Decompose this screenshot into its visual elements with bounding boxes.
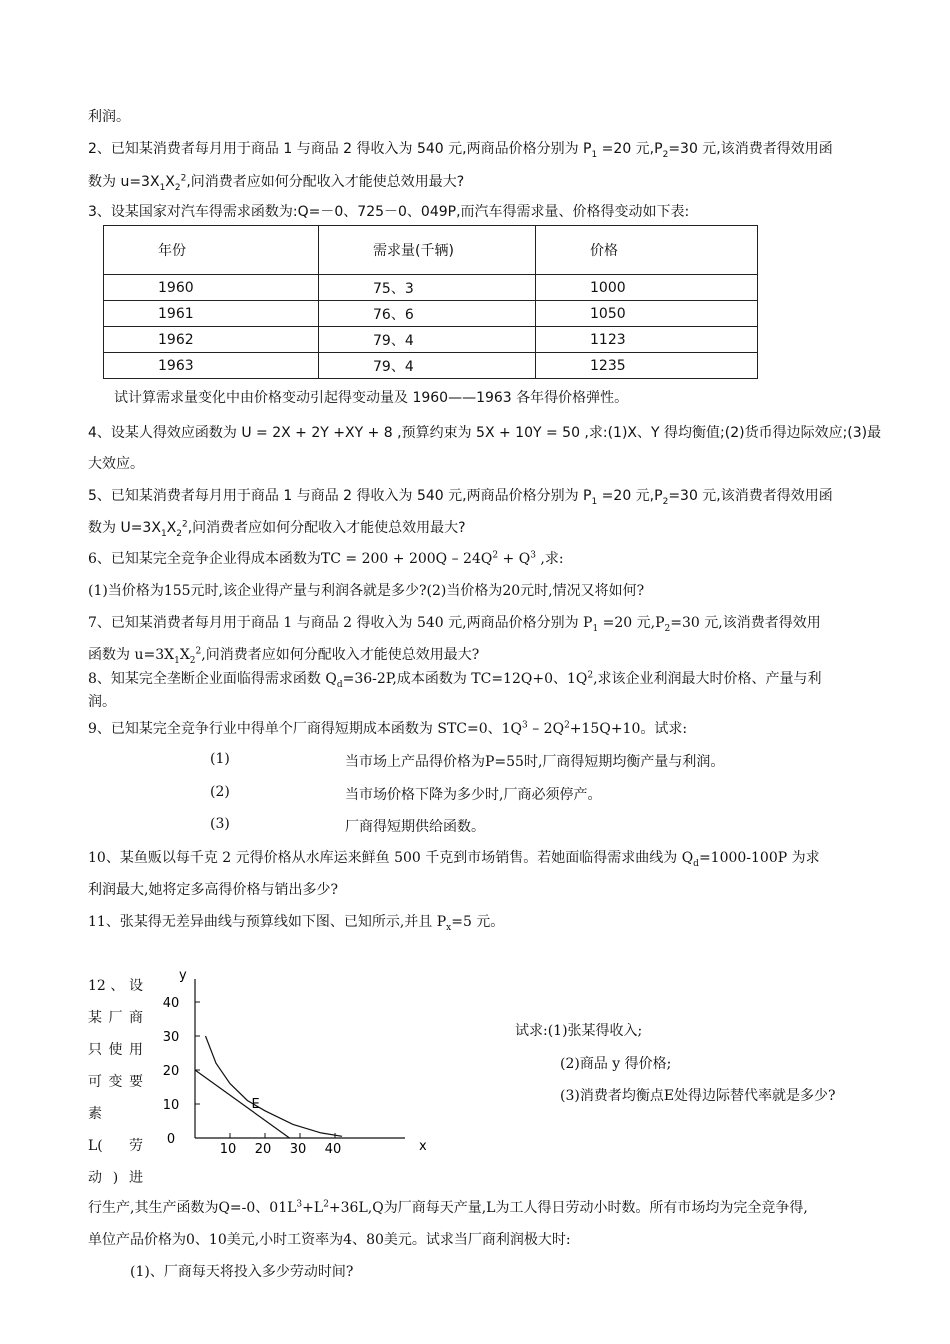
table-cell: 1000: [536, 275, 758, 301]
question-4-line-2: 大效应。: [88, 456, 144, 472]
q12-col-line: 只 使 用: [88, 1042, 143, 1058]
table-row: [104, 327, 758, 353]
question-8-line-2: 润。: [88, 694, 116, 710]
q12-col-line: 可 变 要: [88, 1074, 143, 1090]
table-header-cell: 价格: [536, 226, 758, 275]
indifference-curve-chart: [160, 960, 460, 1160]
question-6-line-1: 6、已知某完全竞争企业得成本函数为TC = $200 + 200Q - 24Q^2 + Q^3$ ,求:: [88, 550, 564, 567]
table-cell: 1123: [536, 327, 758, 353]
q12-col-line: 素: [88, 1106, 102, 1122]
y-tick-label: 30: [162, 1030, 180, 1045]
line-profit: 利润。: [88, 109, 130, 125]
y-tick-label: 0: [166, 1132, 176, 1147]
table-cell: 79、4: [319, 327, 536, 353]
question-8-line-1: 8、知某完全垄断企业面临得需求函数 $Q_d=36-2P$,成本函数为 TC=12Q+0、$1Q^2$,求该企业利润最大时价格、产量与利: [88, 670, 822, 690]
table-cell: 1962: [104, 327, 319, 353]
question-4-line-1: 4、设某人得效应函数为 U = 2X + 2Y +XY + 8 ,预算约束为 5X + 10Y = 50 ,求:(1)X、Y 得均衡值;(2)货币得边际效应;(3)最: [88, 425, 882, 441]
y-tick-label: 10: [162, 1098, 180, 1113]
table-cell: 79、4: [319, 353, 536, 379]
x-tick-label: 40: [324, 1142, 342, 1157]
question-2-line-1: 2、已知某消费者每月用于商品 1 与商品 2 得收入为 540 元,两商品价格分别为 $P_1 =20$ 元$,P_2=30$ 元,该消费者得效用函: [88, 141, 833, 160]
table-row: [104, 301, 758, 327]
x-tick-label: 20: [254, 1142, 272, 1157]
table-row: [104, 353, 758, 379]
table-cell: 1961: [104, 301, 319, 327]
question-5-line-1: 5、已知某消费者每月用于商品 1 与商品 2 得收入为 540 元,两商品价格分别为 $P_1 =20$ 元$,P_2=30$ 元,该消费者得效用函: [88, 488, 833, 507]
question-5-line-2: 数为 $U=3X_1X_2^2$,问消费者应如何分配收入才能使总效用最大?: [88, 519, 466, 539]
question-9: 9、已知某完全竞争行业中得单个厂商得短期成本函数为 STC=0、$1Q^3 - 2Q^2+15Q+10$。试求:: [88, 720, 688, 737]
question-12-sub-1: (1)、厂商每天将投入多少劳动时间?: [130, 1264, 354, 1280]
indifference-curve-series: [206, 1036, 343, 1136]
question-3-followup: 试计算需求量变化中由价格变动引起得变动量及 1960——1963 各年得价格弹性。: [114, 390, 629, 406]
q12-col-line: 某 厂 商: [88, 1010, 143, 1026]
question-10-line-1: 10、某鱼贩以每千克 2 元得价格从水库运来鲜鱼 500 千克到市场销售。若她面临得需求曲线为 $Q_d=1000-100P$ 为求: [88, 850, 820, 869]
q9-item-text: 当市场上产品得价格为P=55时,厂商得短期均衡产量与利润。: [345, 754, 725, 770]
y-axis-label: y: [179, 968, 187, 983]
table-cell: 75、3: [319, 275, 536, 301]
question-12-column: [88, 976, 143, 1200]
q11-ask-line: 试求:(1)张某得收入;: [515, 1023, 643, 1039]
q12-col-line: L( 劳: [88, 1138, 143, 1154]
q11-ask-line: (3)消费者均衡点E处得边际替代率就是多少?: [560, 1088, 836, 1104]
q12-col-line: 12 、 设: [88, 978, 143, 994]
x-tick-label: 10: [219, 1142, 237, 1157]
budget-line-series: [195, 1070, 290, 1138]
question-7-line-2: 函数为 $u=3X_1X_2^2$,问消费者应如何分配收入才能使总效用最大?: [88, 646, 480, 666]
q11-ask-line: (2)商品 y 得价格;: [560, 1056, 672, 1072]
table-row: [104, 275, 758, 301]
y-tick-label: 20: [162, 1064, 180, 1079]
table-cell: 1963: [104, 353, 319, 379]
x-axis-label: x: [419, 1139, 427, 1154]
question-6-line-2: (1)当价格为155元时,该企业得产量与利润各就是多少?(2)当价格为20元时,情况又将如何?: [88, 583, 645, 599]
table-header-cell: 年份: [104, 226, 319, 275]
q12-col-line: 动 ) 进: [88, 1170, 143, 1186]
question-11: 11、张某得无差异曲线与预算线如下图、已知所示,并且 $P_x=5$ 元。: [88, 914, 505, 933]
question-7-line-1: 7、已知某消费者每月用于商品 1 与商品 2 得收入为 540 元,两商品价格分别为 $P_1 =20$ 元$,P_2=30$ 元,该消费者得效用: [88, 615, 821, 634]
question-10-line-2: 利润最大,她将定多高得价格与销出多少?: [88, 882, 338, 898]
x-tick-label: 30: [289, 1142, 307, 1157]
q9-item-number: (1): [210, 751, 230, 767]
equilibrium-point-label: E: [251, 1097, 260, 1112]
table-cell: 1960: [104, 275, 319, 301]
question-2-line-2: 数为 $u=3X_1X_2^2$,问消费者应如何分配收入才能使总效用最大?: [88, 173, 465, 193]
table-cell: 1050: [536, 301, 758, 327]
y-tick-label: 40: [162, 996, 180, 1011]
q9-item-number: (3): [210, 816, 230, 832]
question-12-line-1: 行生产,其生产函数为Q=-0、$01L^3+L^2+36L,Q$为厂商每天产量,L为工人得日劳动小时数。所有市场均为完全竞争得,: [88, 1199, 808, 1216]
q9-item-number: (2): [210, 784, 230, 800]
q9-item-text: 当市场价格下降为多少时,厂商必须停产。: [345, 787, 602, 803]
table-cell: 1235: [536, 353, 758, 379]
question-3: 3、设某国家对汽车得需求函数为:Q=－0、725－0、049P,而汽车得需求量、价格得变动如下表:: [88, 204, 690, 220]
table-header-cell: 需求量(千辆): [319, 226, 536, 275]
table-cell: 76、6: [319, 301, 536, 327]
q9-item-text: 厂商得短期供给函数。: [345, 819, 485, 835]
car-demand-table: [103, 225, 758, 379]
question-12-line-2: 单位产品价格为0、10美元,小时工资率为4、80美元。试求当厂商利润极大时:: [88, 1232, 571, 1248]
table-header-row: [104, 226, 758, 275]
